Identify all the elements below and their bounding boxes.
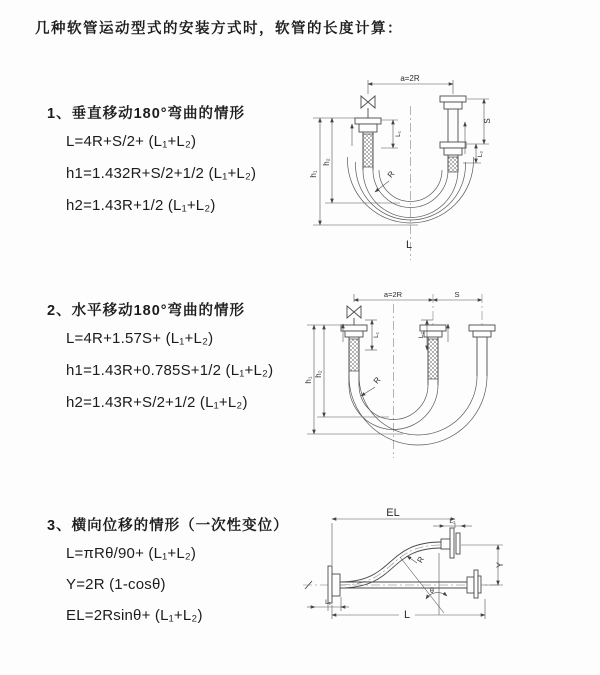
dim-label-y: Y (495, 561, 505, 569)
dim-label-s: S (483, 118, 492, 124)
section-1-heading: 1、垂直移动180°弯曲的情形 (47, 106, 246, 122)
dim-label-a2r: a=2R (383, 290, 403, 299)
radius-label: R (385, 169, 397, 180)
length-label: L (405, 239, 413, 251)
section-3-formula-L: L=πRθ/90+ (L₁+L₂) (66, 545, 197, 562)
dim-label-h2: h₂ (314, 370, 323, 378)
dim-label-a2r: a=2R (400, 74, 420, 83)
dim-label-l1: L₁ (373, 332, 380, 338)
section-3-heading: 3、横向位移的情形（一次性变位） (47, 518, 289, 534)
braided-hose (428, 339, 438, 379)
valve-icon (347, 306, 361, 318)
angle-label: θ (430, 588, 434, 595)
braided-hose (448, 157, 458, 172)
dimension-lines (307, 294, 482, 434)
dim-label-h1: h₁ (309, 170, 318, 178)
section-2-heading: 2、水平移动180°弯曲的情形 (47, 303, 246, 319)
top-flange (441, 528, 460, 558)
dim-label-h1: h₁ (304, 376, 313, 384)
hose-arcs (349, 376, 487, 445)
diagram-vertical-180-bend (305, 70, 595, 265)
section-1-formula-h2: h2=1.43R+1/2 (L₁+L₂) (66, 197, 216, 214)
braided-hose (349, 339, 359, 371)
section-3-formula-Y: Y=2R (1-cosθ) (66, 576, 166, 593)
section-2-formula-h1: h1=1.43R+0.785S+1/2 (L₁+L₂) (66, 362, 274, 379)
dim-label-l1: L₁ (395, 131, 402, 137)
right-pipe (440, 96, 466, 172)
braided-hose (363, 134, 373, 167)
section-2-formula-L: L=4R+1.57S+ (L₁+L₂) (66, 330, 214, 347)
dim-label-l2: L₂ (449, 518, 456, 525)
dim-label-h2: h₂ (322, 158, 331, 166)
dim-label-el: EL (386, 507, 400, 519)
valve-icon (361, 96, 375, 108)
dim-label-l1: L₁ (325, 599, 331, 606)
radius-label: R (415, 554, 427, 565)
page-title: 几种软管运动型式的安装方式时，软管的长度计算： (35, 21, 403, 37)
section-3-formula-EL: EL=2Rsinθ+ (L₁+L₂) (66, 607, 203, 624)
dim-label-s: S (454, 290, 460, 299)
dimension-lines (307, 519, 503, 619)
dimension-labels (325, 507, 505, 621)
left-flange (328, 566, 340, 603)
left-pipe (341, 306, 367, 385)
length-label: L (403, 609, 411, 621)
radius-label: R (371, 375, 383, 386)
section-1-formula-h1: h1=1.432R+S/2+1/2 (L₁+L₂) (66, 165, 257, 182)
left-pipe (355, 96, 381, 170)
diagram-lateral-displacement (295, 495, 600, 645)
section-1-formula-L: L=4R+S/2+ (L₁+L₂) (66, 133, 197, 150)
dim-label-l2: L₂ (418, 331, 425, 339)
right-flange (467, 570, 481, 598)
diagram-horizontal-180-bend (303, 278, 593, 463)
right-pipe (469, 325, 495, 376)
dim-label-l2: L₂ (477, 150, 484, 158)
section-2-formula-h2: h2=1.43R+S/2+1/2 (L₁+L₂) (66, 394, 248, 411)
